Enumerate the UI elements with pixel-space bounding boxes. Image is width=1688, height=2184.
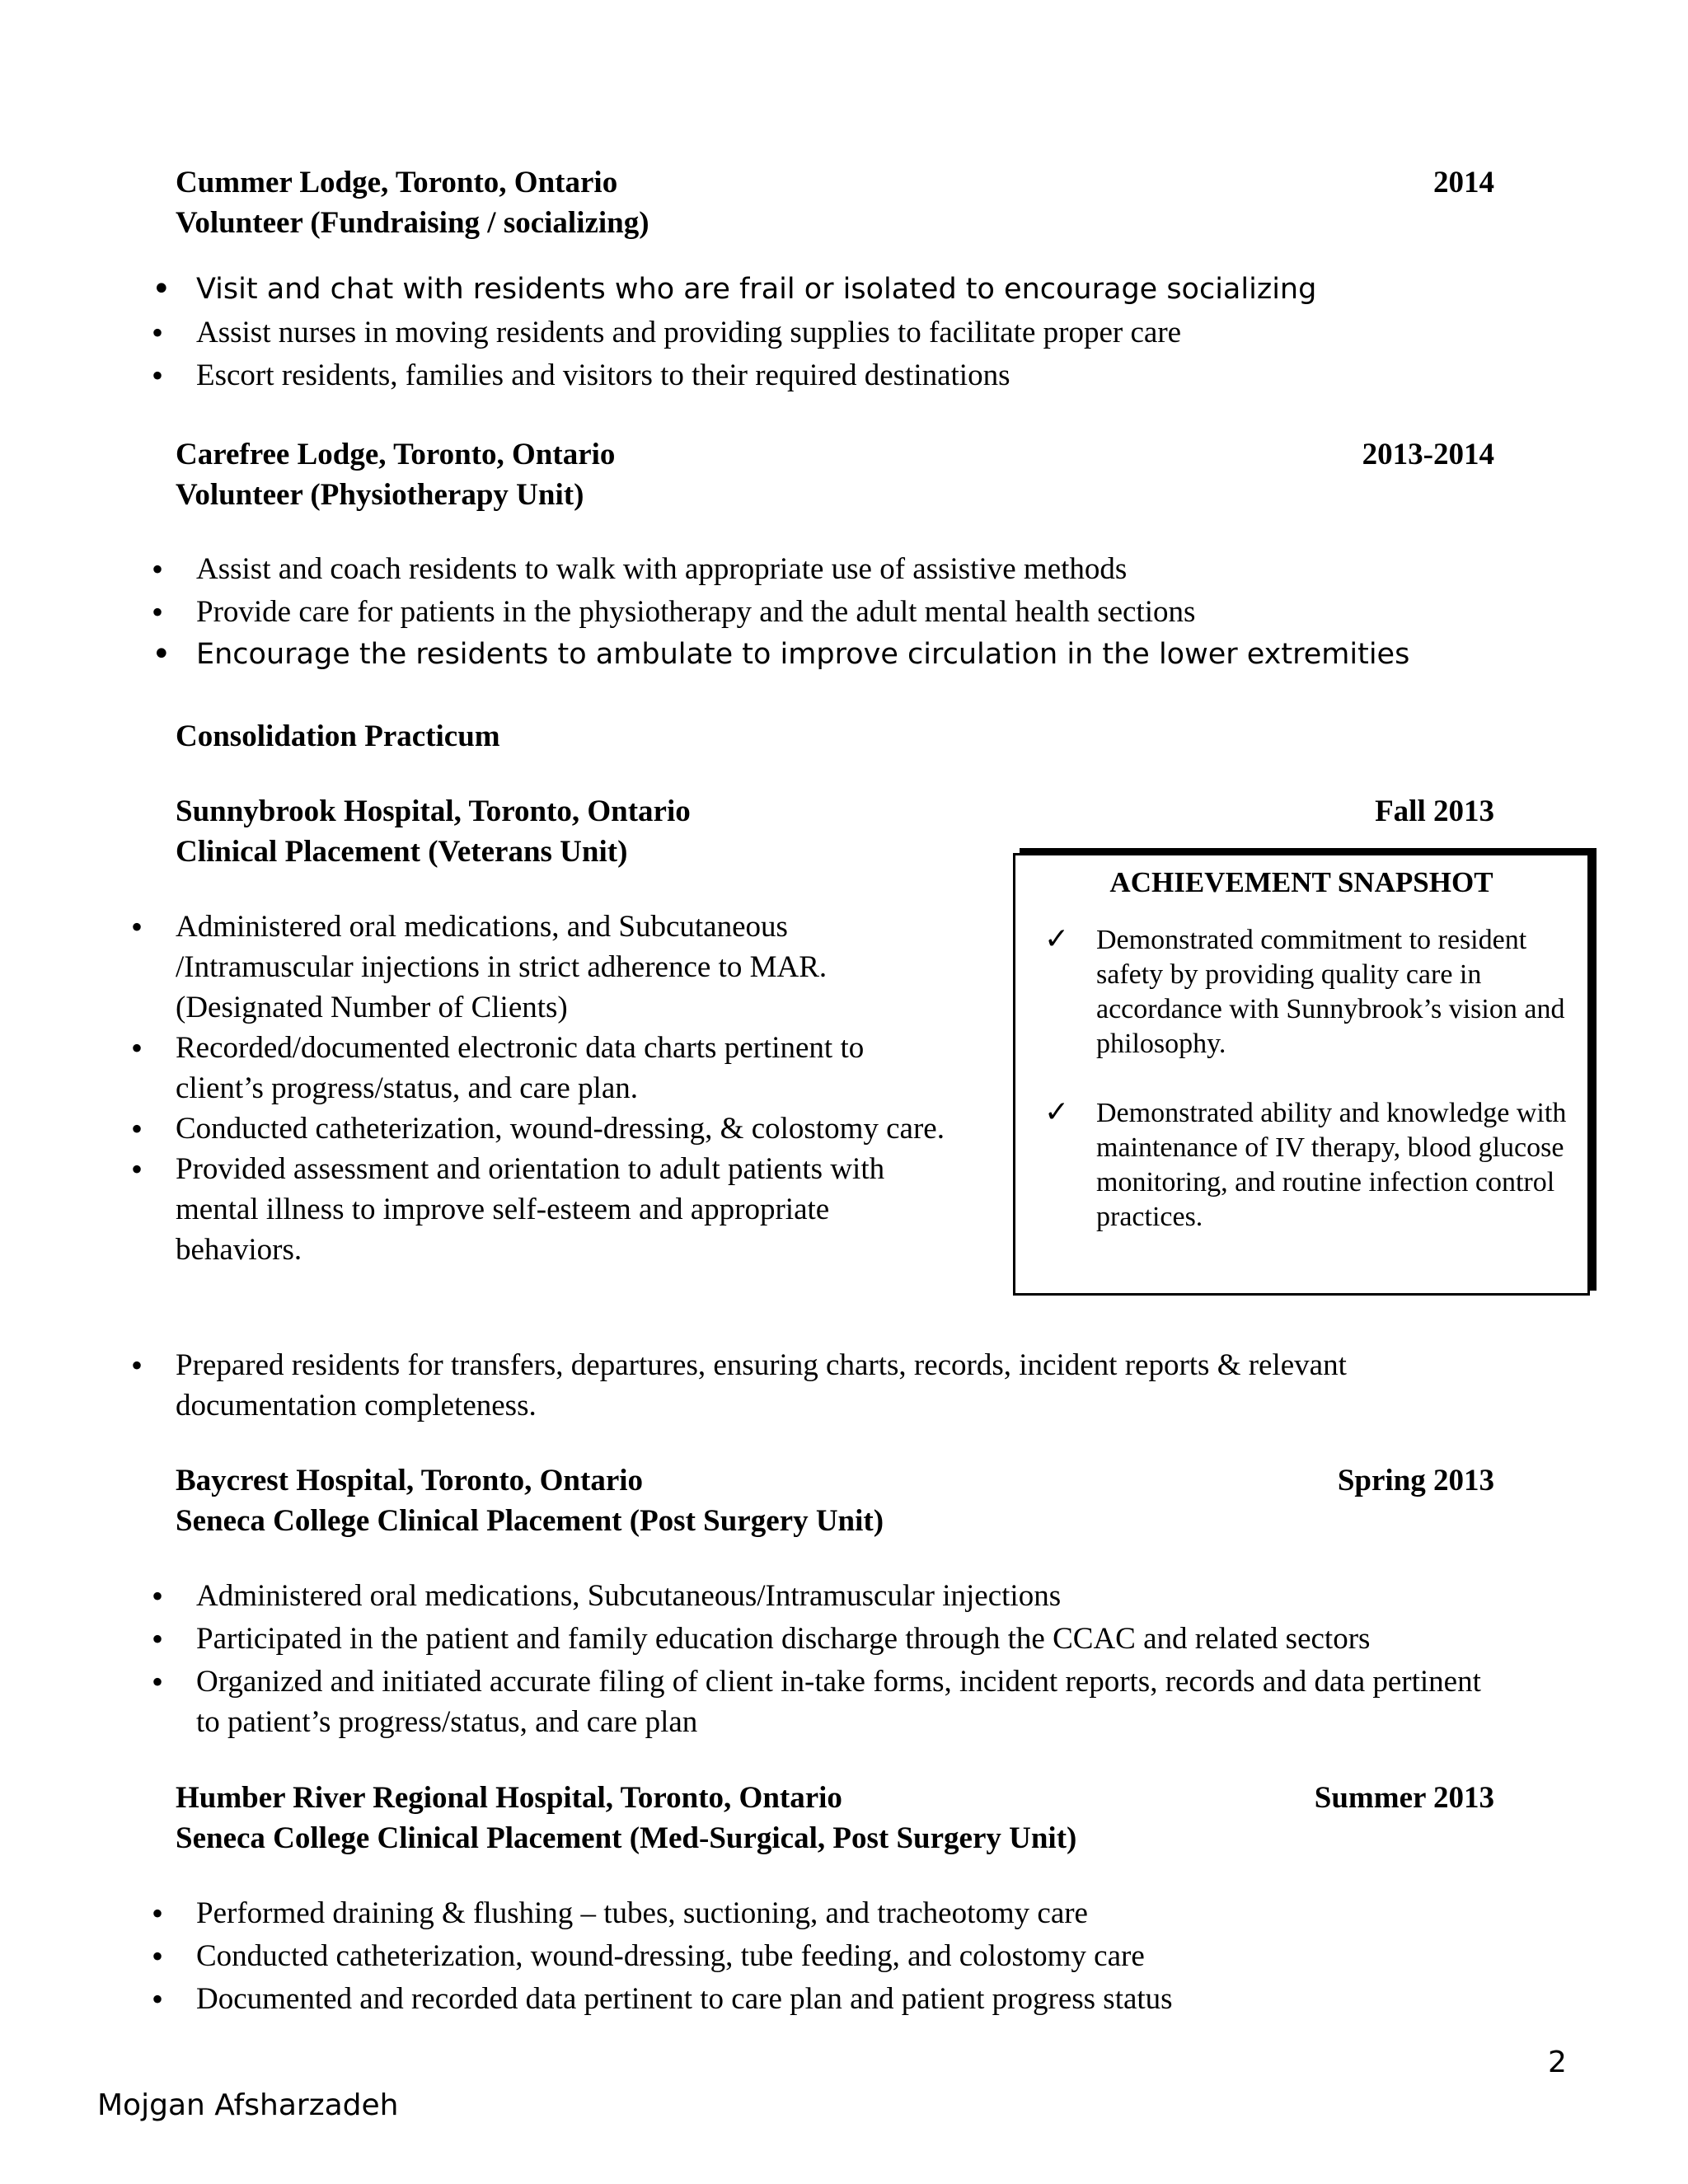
snapshot-title: ACHIEVEMENT SNAPSHOT <box>1109 866 1493 898</box>
section-3-role: Clinical Placement (Veterans Unit) <box>176 835 628 869</box>
section-1-date: 2014 <box>1433 166 1494 199</box>
section-4-bullets <box>196 1576 1482 1742</box>
list-item: • Recorded/documented electronic data charts pertinent to client’s progress/status, and care plan. <box>176 1028 959 1108</box>
section-5-header <box>176 1778 1494 1858</box>
list-item: • Assist nurses in moving residents and providing supplies to facilitate proper care <box>196 312 1597 355</box>
section-3-date: Fall 2013 <box>1375 794 1494 828</box>
list-item: • Conducted catheterization, wound-dressing, & colostomy care. <box>176 1108 959 1149</box>
section-5-role: Seneca College Clinical Placement (Med-Surgical, Post Surgery Unit) <box>176 1821 1077 1855</box>
list-item: • Organized and initiated accurate filing of client in-take forms, incident reports, records and data pertinent to patient’s progress/status, and care plan <box>196 1661 1482 1742</box>
page-number: 2 <box>1548 2046 1567 2079</box>
section-4-role: Seneca College Clinical Placement (Post Surgery Unit) <box>176 1504 884 1538</box>
checkmark-icon: ✓ <box>1044 922 1070 955</box>
list-item <box>1015 1096 1587 1235</box>
section-2-org: Carefree Lodge, Toronto, Ontario <box>176 438 616 471</box>
section-4-org: Baycrest Hospital, Toronto, Ontario <box>176 1464 644 1497</box>
list-item: • Prepared residents for transfers, departures, ensuring charts, records, incident reports & relevant documentation completeness. <box>176 1345 1494 1426</box>
section-1-role: Volunteer (Fundraising / socializing) <box>176 206 649 240</box>
list-item: • Provided assessment and orientation to adult patients with mental illness to improve self-esteem and appropriate behaviors. <box>176 1149 959 1270</box>
list-item: • Provide care for patients in the physiotherapy and the adult mental health sections <box>196 592 1597 635</box>
list-item: • Encourage the residents to ambulate to improve circulation in the lower extremities <box>196 635 1597 677</box>
achievement-snapshot-box <box>1013 853 1590 1296</box>
practicum-heading: Consolidation Practicum <box>176 719 500 753</box>
list-item: • Conducted catheterization, wound-dressing, tube feeding, and colostomy care <box>196 1936 1515 1976</box>
section-5-date: Summer 2013 <box>1314 1781 1494 1815</box>
snapshot-list <box>1015 923 1587 1235</box>
section-4-date: Spring 2013 <box>1337 1464 1494 1497</box>
list-item: • Performed draining & flushing – tubes, suctioning, and tracheotomy care <box>196 1893 1515 1933</box>
snapshot-item-text: Demonstrated ability and knowledge with maintenance of IV therapy, blood glucose monitoring, and routine infection control practices. <box>1096 1098 1567 1232</box>
section-3-bullets-extra <box>176 1345 1494 1426</box>
section-2-header <box>176 434 1494 515</box>
list-item: • Visit and chat with residents who are frail or isolated to encourage socializing <box>196 269 1597 312</box>
section-2-bullets <box>196 549 1597 677</box>
section-5-bullets <box>196 1893 1515 2019</box>
list-item: • Assist and coach residents to walk with appropriate use of assistive methods <box>196 549 1597 592</box>
checkmark-icon: ✓ <box>1044 1095 1070 1128</box>
section-3-org: Sunnybrook Hospital, Toronto, Ontario <box>176 794 691 828</box>
list-item: • Participated in the patient and family education discharge through the CCAC and related sectors <box>196 1619 1482 1659</box>
section-2-role: Volunteer (Physiotherapy Unit) <box>176 478 584 512</box>
section-4-header <box>176 1460 1494 1541</box>
section-1-header <box>176 162 1494 243</box>
section-1-org: Cummer Lodge, Toronto, Ontario <box>176 166 618 199</box>
list-item: • Escort residents, families and visitors to their required destinations <box>196 355 1597 398</box>
section-5-org: Humber River Regional Hospital, Toronto, Ontario <box>176 1781 842 1815</box>
footer-name: Mojgan Afsharzadeh <box>97 2088 399 2122</box>
list-item: • Administered oral medications, Subcutaneous/Intramuscular injections <box>196 1576 1482 1616</box>
snapshot-item-text: Demonstrated commitment to resident safety by providing quality care in accordance with Sunnybrook’s vision and philosophy. <box>1096 925 1565 1059</box>
section-2-date: 2013-2014 <box>1362 438 1494 471</box>
list-item: • Documented and recorded data pertinent to care plan and patient progress status <box>196 1979 1515 2019</box>
list-item <box>1015 923 1587 1062</box>
section-1-bullets <box>196 269 1597 398</box>
section-3-bullets <box>176 907 959 1270</box>
list-item: • Administered oral medications, and Subcutaneous /Intramuscular injections in strict adherence to MAR. (Designated Number of Clients) <box>176 907 959 1028</box>
